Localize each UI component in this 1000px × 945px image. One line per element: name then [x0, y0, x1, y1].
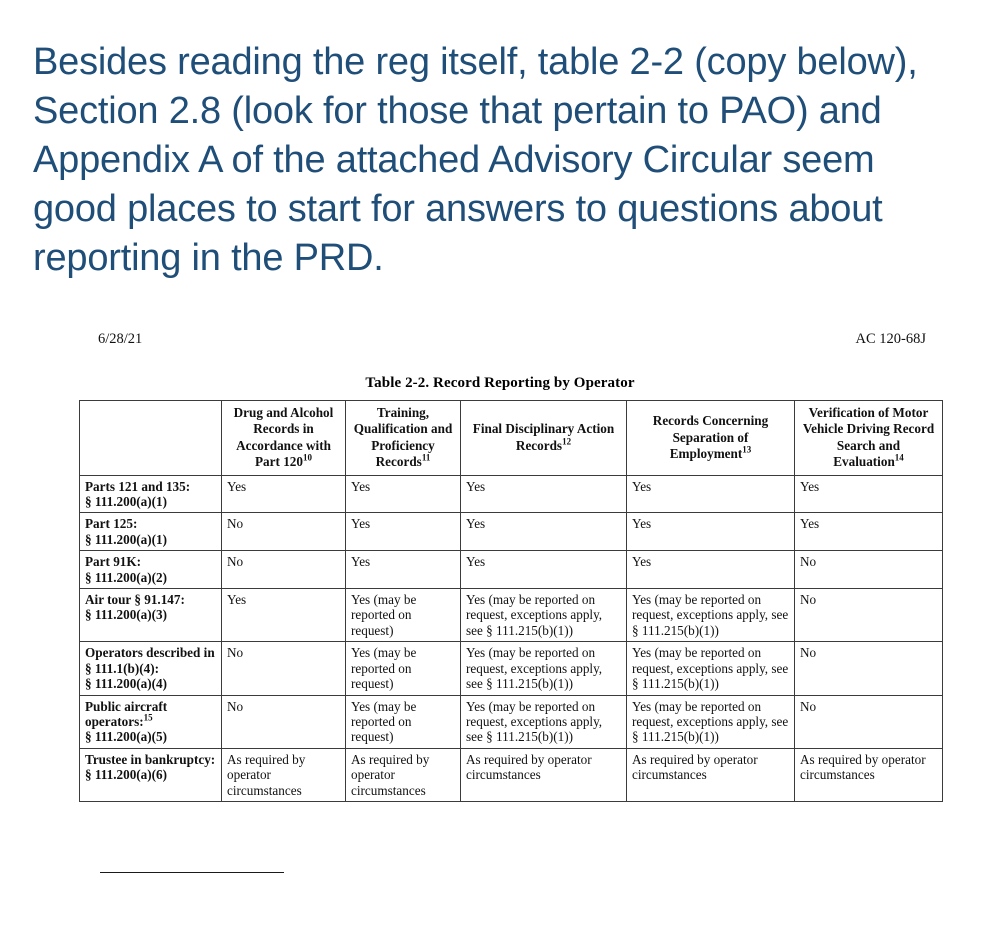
table-cell: As required by operator circumstances: [461, 748, 627, 801]
row-header-line: § 111.200(a)(1): [85, 494, 168, 510]
column-header-label: Training, Qualification and Proficiency Records: [353, 405, 453, 470]
table-row: [80, 642, 943, 695]
row-header-line: Air tour § 91.147:: [85, 592, 185, 608]
table-cell: Yes: [627, 475, 795, 513]
column-header-5: [795, 401, 943, 476]
column-header-label: Drug and Alcohol Records in Accordance with Part 120: [233, 405, 334, 470]
table-cell: Yes: [222, 475, 346, 513]
embedded-document-page: [0, 315, 1000, 945]
row-header-line: § 111.200(a)(6): [85, 767, 168, 783]
table-row: [80, 748, 943, 801]
row-header-line: § 111.200(a)(5): [85, 729, 168, 745]
table-header: [80, 401, 943, 476]
table-cell: As required by operator circumstances: [627, 748, 795, 801]
table-cell: Yes (may be reported on request): [346, 589, 461, 642]
table-cell: Yes: [461, 513, 627, 551]
row-header-cell: [80, 695, 222, 748]
table-cell: Yes (may be reported on request, exceptions apply, see § 111.215(b)(1)): [461, 695, 627, 748]
slide-heading-text: Besides reading the reg itself, table 2-2 (copy below), Section 2.8 (look for those that pertain to PAO) and Appendix A of the attached Advisory Circular seem good places to start for answers to questions about reporting in the PRD.: [33, 41, 928, 279]
table-cell: As required by operator circumstances: [795, 748, 943, 801]
document-date: 6/28/21: [98, 331, 143, 347]
table-row: [80, 551, 943, 589]
footnote-marker: 12: [562, 436, 572, 447]
table-cell: Yes: [795, 513, 943, 551]
row-header-line: Parts 121 and 135:: [85, 478, 191, 494]
row-header-cell: [80, 551, 222, 589]
row-header-cell: [80, 748, 222, 801]
footnote-marker: 11: [421, 452, 431, 463]
table-cell: Yes (may be reported on request, exceptions apply, see § 111.215(b)(1)): [627, 589, 795, 642]
table-cell: Yes: [346, 475, 461, 513]
table-cell: No: [795, 695, 943, 748]
table-cell: Yes (may be reported on request, exceptions apply, see § 111.215(b)(1)): [627, 642, 795, 695]
table-cell: Yes: [795, 475, 943, 513]
column-header-label: Records Concerning Separation of Employment: [652, 413, 769, 462]
footnote-marker: 10: [302, 452, 312, 463]
row-header-line: § 111.200(a)(1): [85, 531, 168, 547]
table-row: [80, 695, 943, 748]
table-cell: Yes (may be reported on request): [346, 695, 461, 748]
table-cell: No: [795, 642, 943, 695]
row-header-line: § 111.200(a)(4): [85, 676, 168, 692]
table-cell: No: [222, 642, 346, 695]
row-header-cell: [80, 475, 222, 513]
table-cell: Yes (may be reported on request): [346, 642, 461, 695]
table-cell: As required by operator circumstances: [346, 748, 461, 801]
table-cell: Yes: [461, 475, 627, 513]
footnote-marker: 14: [894, 452, 904, 463]
table-cell: No: [795, 589, 943, 642]
footnote-marker: 13: [742, 444, 752, 455]
row-header-line: Public aircraft operators:: [85, 698, 168, 729]
column-header-1: [222, 401, 346, 476]
row-header-cell: [80, 513, 222, 551]
table-cell: No: [795, 551, 943, 589]
document-running-header: [98, 331, 926, 348]
table-cell: Yes: [222, 589, 346, 642]
footnote-separator-rule: [100, 872, 284, 873]
table-cell: Yes (may be reported on request, exceptions apply, see § 111.215(b)(1)): [461, 589, 627, 642]
table-cell: Yes: [346, 551, 461, 589]
table-header-row: [80, 401, 943, 476]
table-row: [80, 513, 943, 551]
table-cell: No: [222, 513, 346, 551]
table-corner-cell: [80, 401, 222, 476]
row-header-line: Operators described in § 111.1(b)(4):: [85, 645, 215, 676]
column-header-2: [346, 401, 461, 476]
table-cell: Yes (may be reported on request, exceptions apply, see § 111.215(b)(1)): [627, 695, 795, 748]
row-header-cell: [80, 642, 222, 695]
table-cell: As required by operator circumstances: [222, 748, 346, 801]
table-row: [80, 475, 943, 513]
record-reporting-table: [79, 400, 943, 802]
column-header-3: [461, 401, 627, 476]
row-header-line: Part 91K:: [85, 554, 142, 570]
table-cell: No: [222, 551, 346, 589]
column-header-4: [627, 401, 795, 476]
row-header-line: Trustee in bankruptcy:: [85, 751, 216, 767]
table-cell: Yes (may be reported on request, exceptions apply, see § 111.215(b)(1)): [461, 642, 627, 695]
table-caption: Table 2-2. Record Reporting by Operator: [365, 375, 635, 391]
table-cell: Yes: [627, 513, 795, 551]
row-header-line: Part 125:: [85, 516, 138, 532]
column-header-label: Verification of Motor Vehicle Driving Record Search and Evaluation: [802, 405, 935, 470]
table-body: [80, 475, 943, 801]
table-cell: Yes: [461, 551, 627, 589]
row-header-line: § 111.200(a)(3): [85, 607, 168, 623]
table-cell: Yes: [346, 513, 461, 551]
document-ac-number: AC 120-68J: [855, 331, 926, 347]
table-row: [80, 589, 943, 642]
footnote-marker: 15: [143, 712, 153, 723]
table-cell: Yes: [627, 551, 795, 589]
row-header-cell: [80, 589, 222, 642]
column-header-label: Final Disciplinary Action Records: [472, 421, 615, 453]
row-header-line: § 111.200(a)(2): [85, 569, 168, 585]
table-cell: No: [222, 695, 346, 748]
